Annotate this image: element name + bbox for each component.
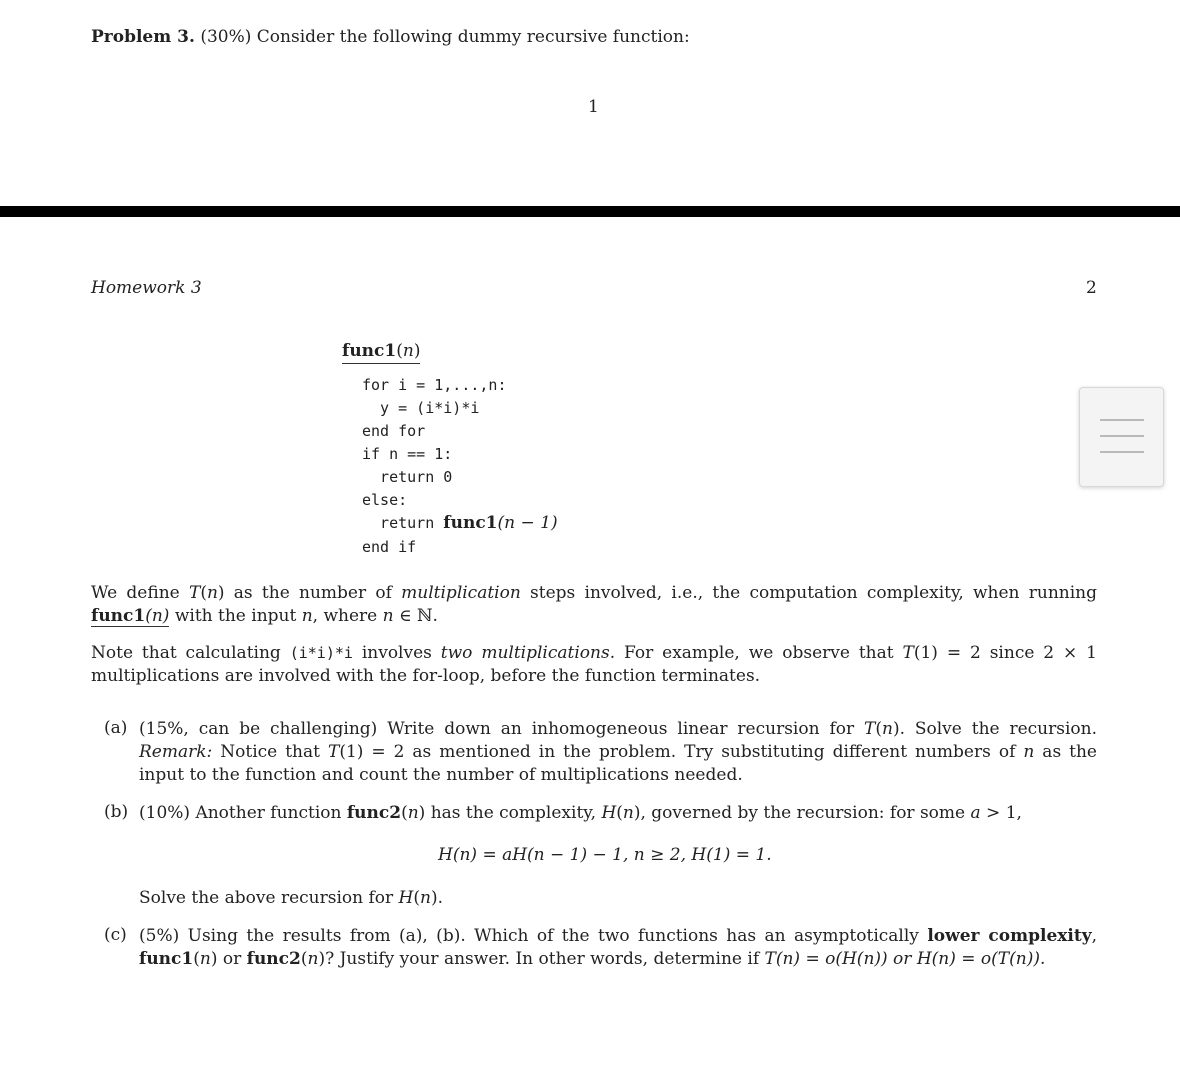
page-number-1: 1 (588, 97, 599, 117)
code-line: return 0 (362, 468, 453, 486)
grip-line-icon (1100, 451, 1144, 453)
note-paragraph: Note that calculating (i*i)*i involves two multiplications. For example, we observe that T(1) = 2 since 2 × 1 multiplications are involved with the for-loop, before the function terminates. (91, 643, 1097, 686)
part-b-followup: Solve the above recursion for H(n). (139, 888, 444, 908)
part-b-label: (b) (104, 802, 129, 822)
code-line: end if (362, 538, 417, 556)
code-line: return func1(n − 1) (362, 513, 558, 533)
recursion-equation: H(n) = aH(n − 1) − 1, n ≥ 2, H(1) = 1. (438, 845, 772, 865)
problem-weight: (30%) (200, 27, 252, 47)
part-c-text: (5%) Using the results from (a), (b). Which of the two functions has an asymptotically lower complexity, func1(n) or func2(n)? Justify your answer. In other words, determine if T(n) = o(H(n)) or H(n) = o(T(n)). (139, 926, 1097, 969)
function-arg: n (402, 341, 414, 361)
definition-paragraph: We define T(n) as the number of multiplication steps involved, i.e., the computation complexity, when running func1(n) with the input n, where n ∈ ℕ. (91, 583, 1097, 626)
part-c-label: (c) (104, 925, 127, 945)
code-line: else: (362, 491, 408, 509)
part-a-text: (15%, can be challenging) Write down an inhomogeneous linear recursion for T(n). Solve the recursion. Remark: Notice that T(1) = 2 as mentioned in the problem. Try substituting different numbers of n as the input to the function and count the number of multiplications needed. (139, 719, 1097, 785)
code-line: if n == 1: (362, 445, 453, 463)
problem-intro: Consider the following dummy recursive function: (256, 27, 690, 47)
code-line: end for (362, 422, 426, 440)
code-line: for i = 1,...,n: (362, 376, 507, 394)
code-line: y = (i*i)*i (362, 399, 480, 417)
problem-label: Problem 3. (91, 27, 195, 47)
function-name: func1 (342, 341, 397, 361)
page-number-2: 2 (1086, 278, 1097, 298)
grip-line-icon (1100, 435, 1144, 437)
problem-title (91, 27, 690, 47)
part-a-label: (a) (104, 718, 128, 738)
recursive-call: func1 (443, 513, 498, 533)
grip-line-icon (1100, 419, 1144, 421)
function-signature: func1(n) (342, 341, 420, 364)
scroll-handle[interactable] (1079, 387, 1164, 487)
part-b-text: (10%) Another function func2(n) has the complexity, H(n), governed by the recursion: for some a > 1, (139, 803, 1022, 823)
running-header: Homework 3 (91, 278, 202, 298)
page-divider (0, 206, 1180, 217)
